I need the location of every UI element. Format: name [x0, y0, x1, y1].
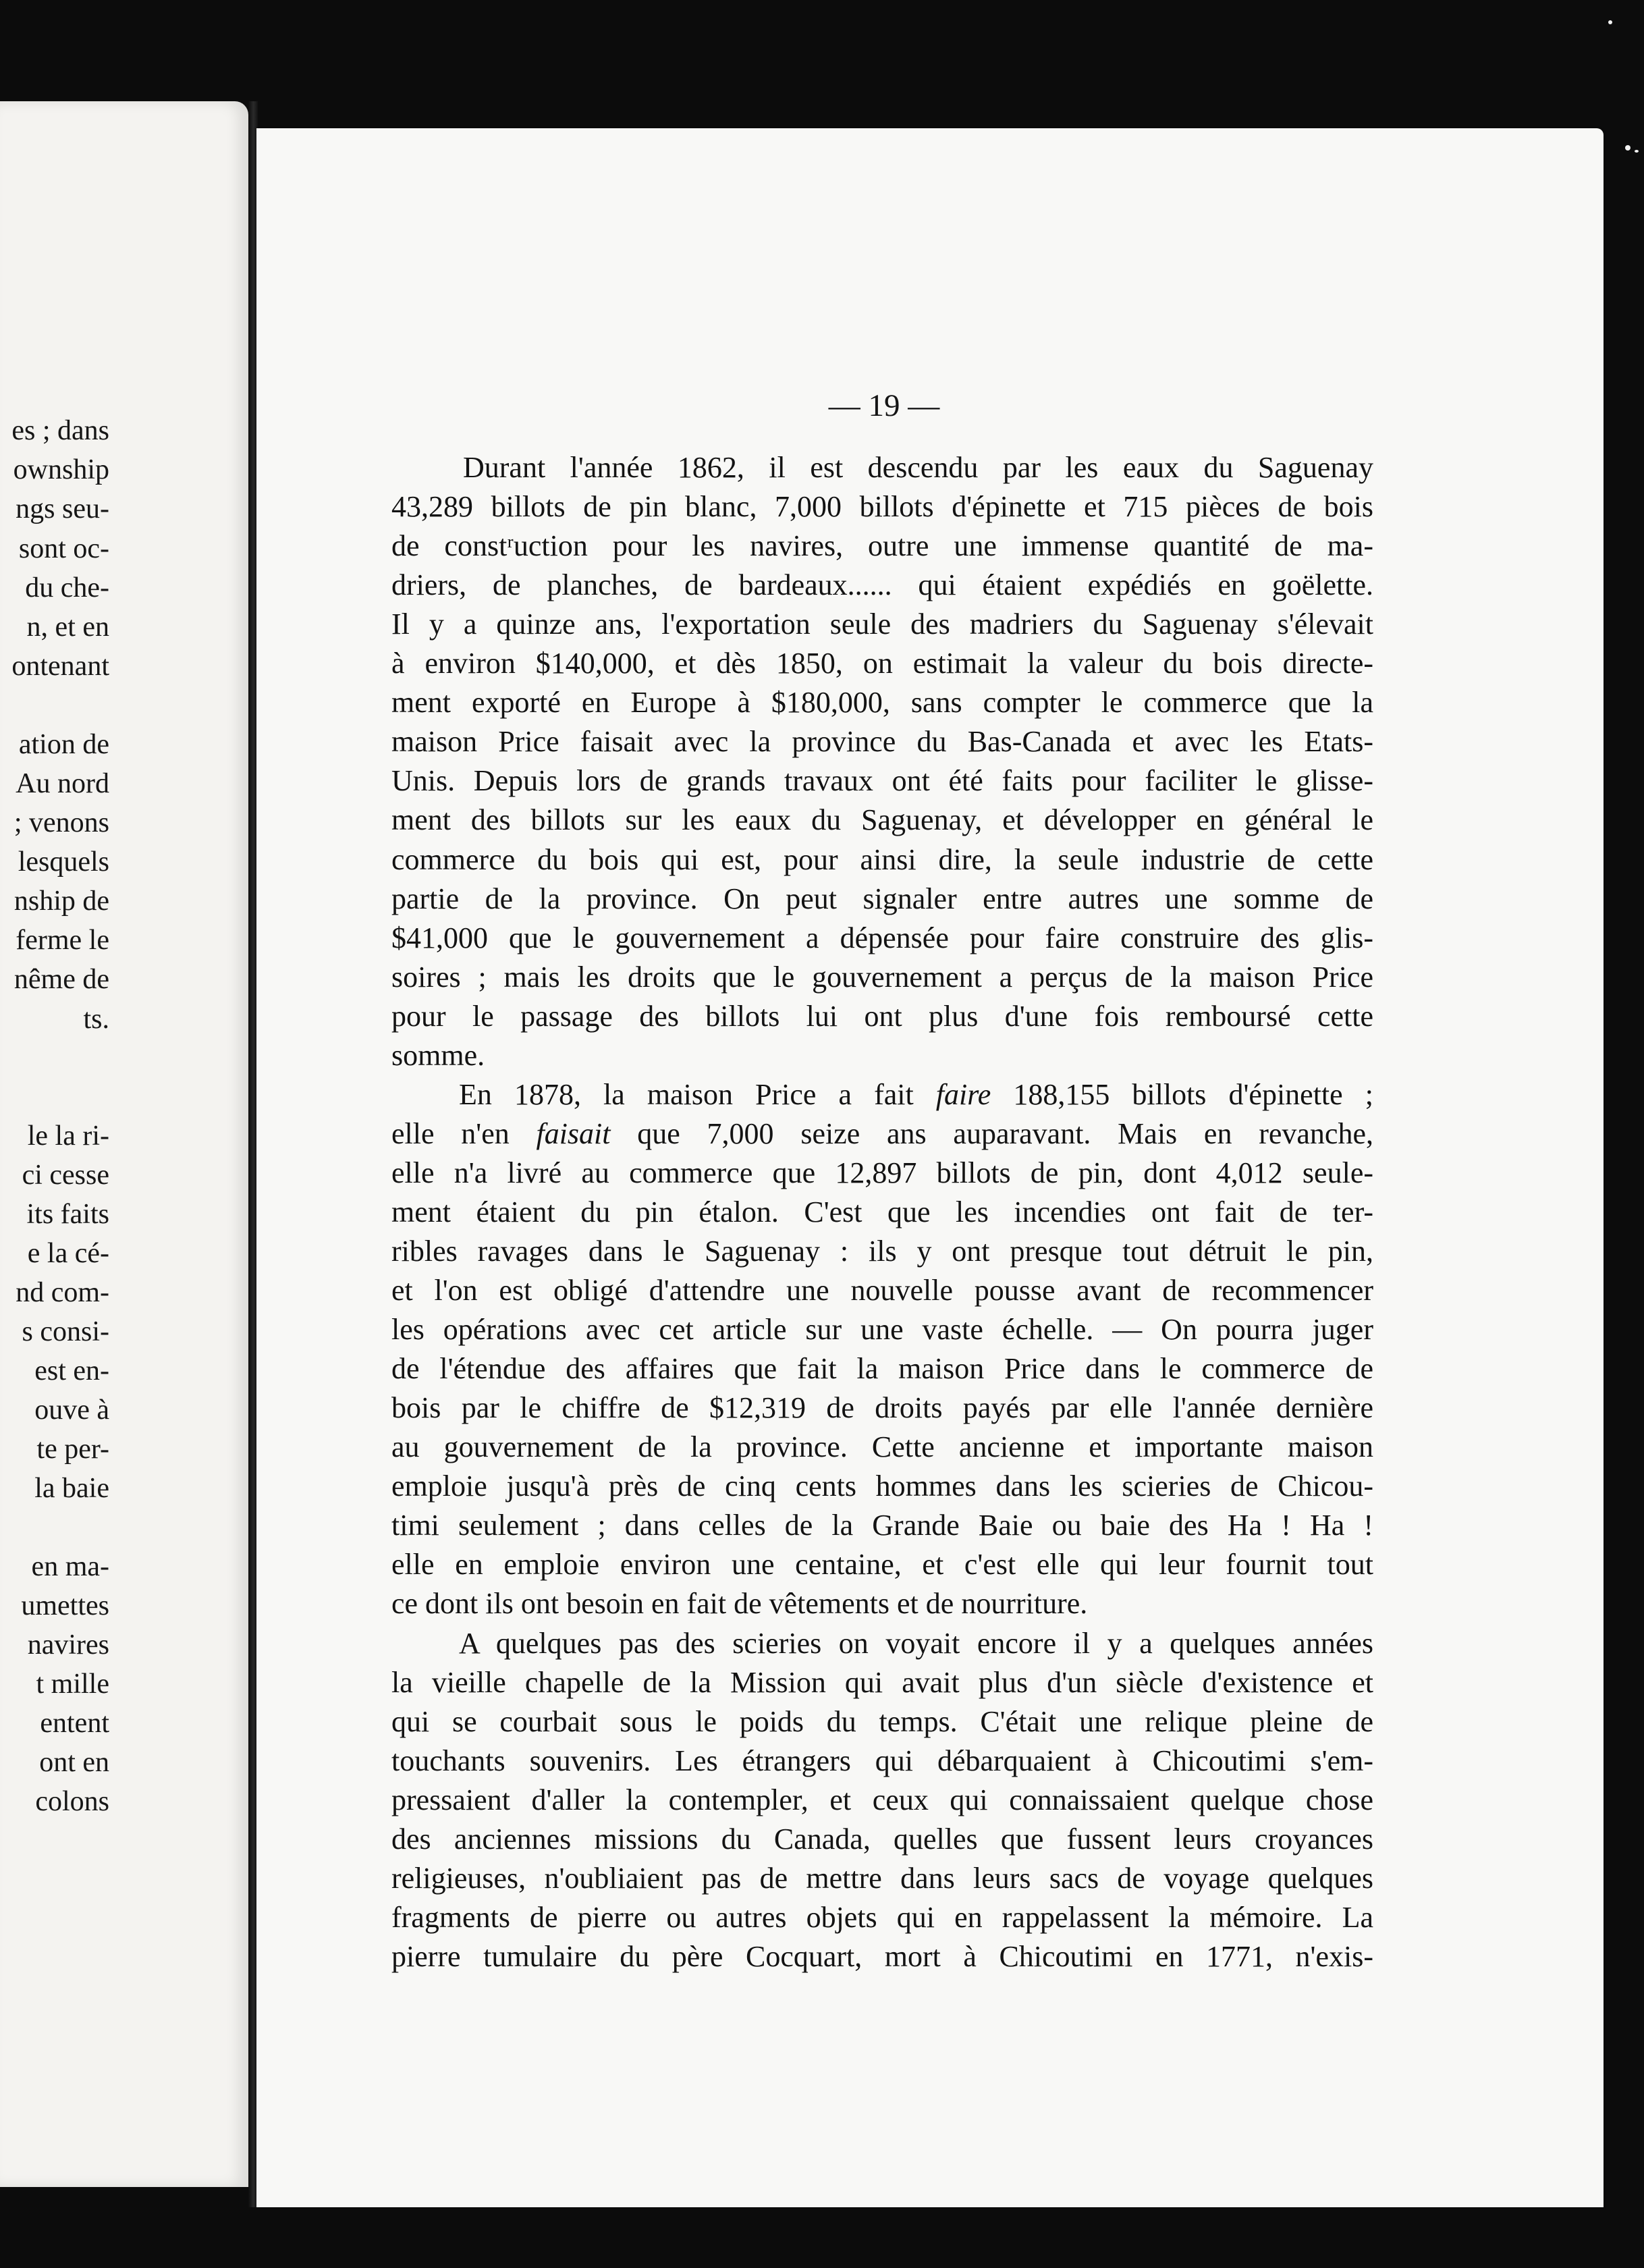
text-line: pour le passage des billots lui ont plus d'une fois remboursé cette — [391, 999, 1373, 1033]
left-page-line: ferme le — [16, 925, 109, 956]
left-page-line: ownship — [13, 454, 109, 485]
text-line: Il y a quinze ans, l'exportation seule des madriers du Saguenay s'élevait — [391, 608, 1373, 641]
scan-speck — [1608, 20, 1612, 24]
emphasis: faire — [935, 1077, 991, 1111]
text-line: maison Price faisait avec la province du Bas-Canada et avec les Etats- — [391, 725, 1373, 759]
text-line: elle n'a livré au commerce que 12,897 billots de pin, dont 4,012 seule- — [391, 1156, 1373, 1189]
left-page-line: entent — [40, 1708, 109, 1739]
left-page-line: ontenant — [11, 651, 109, 682]
text-line: Durant l'année 1862, il est descendu par les eaux du Saguenay — [463, 451, 1373, 484]
left-page-line: nême de — [13, 964, 109, 995]
text-line: partie de la province. On peut signaler entre autres une somme de — [391, 882, 1373, 915]
text-line: des anciennes missions du Canada, quelles que fussent leurs croyances — [391, 1822, 1373, 1856]
text-line: soires ; mais les droits que le gouvernement a perçus de la maison Price — [391, 960, 1373, 994]
left-page-line: te per- — [36, 1434, 109, 1465]
left-page-line: s consi- — [22, 1316, 109, 1347]
left-page-line: its faits — [26, 1199, 109, 1230]
text-line: somme. — [391, 1038, 485, 1072]
left-page-line: ouve à — [34, 1395, 109, 1426]
left-page-line: nship de — [13, 886, 109, 917]
text-line: qui se courbait sous le poids du temps. C'était une relique pleine de — [391, 1704, 1373, 1738]
left-page-line: e la cé- — [27, 1238, 109, 1269]
scan-speck — [1625, 145, 1631, 151]
text-line: ce dont ils ont besoin en fait de vêtements et de nourriture. — [391, 1587, 1088, 1621]
left-page-line: ; venons — [13, 807, 109, 838]
left-page-line: lesquels — [18, 846, 109, 878]
left-page-line: umettes — [21, 1590, 109, 1621]
text-line: pierre tumulaire du père Cocquart, mort à Chicoutimi en 1771, n'exis- — [391, 1939, 1373, 1973]
text-line: En 1878, la maison Price a fait faire 188,155 billots d'épinette ; — [459, 1077, 1373, 1111]
page-number: — 19 — — [828, 388, 940, 423]
text-line: elle en emploie environ une centaine, et c'est elle qui leur fournit tout — [391, 1548, 1373, 1582]
left-page-line: ci cesse — [22, 1160, 109, 1191]
text-line: de constʳuction pour les navires, outre une immense quantité de ma- — [391, 529, 1373, 563]
left-page-line: du che- — [25, 572, 109, 603]
text-line: les opérations avec cet article sur une vaste échelle. — On pourra juger — [391, 1313, 1373, 1347]
scan-speck — [1635, 150, 1639, 153]
left-page-line: le la ri- — [27, 1120, 109, 1152]
left-page-line: ation de — [18, 729, 109, 760]
left-page-line: n, et en — [26, 612, 109, 643]
text-line: de l'étendue des affaires que fait la maison Price dans le commerce de — [391, 1352, 1373, 1386]
left-page-line: navires — [27, 1629, 109, 1660]
text-line: emploie jusqu'à près de cinq cents hommes dans les scieries de Chicou- — [391, 1469, 1373, 1503]
left-page-line: est en- — [34, 1355, 109, 1386]
left-page-line: ngs seu- — [16, 493, 109, 524]
emphasis: faisait — [536, 1116, 611, 1150]
text-line: Unis. Depuis lors de grands travaux ont été faits pour faciliter le glisse- — [391, 764, 1373, 798]
left-page-line: la baie — [34, 1473, 109, 1504]
left-page-line: nd com- — [16, 1277, 109, 1308]
text-line: driers, de planches, de bardeaux...... qui étaient expédiés en goëlette. — [391, 568, 1373, 602]
text-line: ment exporté en Europe à $180,000, sans compter le commerce que la — [391, 686, 1373, 720]
text-line: touchants souvenirs. Les étrangers qui débarquaient à Chicoutimi s'em- — [391, 1744, 1373, 1777]
text-line: et l'on est obligé d'attendre une nouvelle pousse avant de recommencer — [391, 1274, 1373, 1307]
left-page-line: ts. — [83, 1004, 109, 1035]
text-line: la vieille chapelle de la Mission qui avait plus d'un siècle d'existence et — [391, 1665, 1373, 1699]
left-page-line: Au nord — [16, 768, 109, 799]
text-line: bois par le chiffre de $12,319 de droits payés par elle l'année dernière — [391, 1391, 1373, 1425]
left-page-line: ont en — [39, 1747, 109, 1778]
text-line: à environ $140,000, et dès 1850, on estimait la valeur du bois directe- — [391, 647, 1373, 680]
text-line: commerce du bois qui est, pour ainsi dire, la seule industrie de cette — [391, 842, 1373, 876]
text-line: A quelques pas des scieries on voyait encore il y a quelques années — [459, 1626, 1373, 1660]
left-page-line: t mille — [36, 1669, 109, 1700]
text-line: au gouvernement de la province. Cette ancienne et importante maison — [391, 1430, 1373, 1464]
text-line: pressaient d'aller la contempler, et ceux qui connaissaient quelque chose — [391, 1783, 1373, 1816]
text-line: ribles ravages dans le Saguenay : ils y ont presque tout détruit le pin, — [391, 1235, 1373, 1268]
text-line: ment étaient du pin étalon. C'est que les incendies ont fait de ter- — [391, 1195, 1373, 1228]
text-line: $41,000 que le gouvernement a dépensée pour faire construire des glis- — [391, 921, 1373, 954]
text-line: 43,289 billots de pin blanc, 7,000 billots d'épinette et 715 pièces de bois — [391, 490, 1373, 524]
left-page-line: sont oc- — [18, 533, 109, 564]
left-page-line: es ; dans — [11, 415, 109, 446]
text-line: religieuses, n'oubliaient pas de mettre dans leurs sacs de voyage quelques — [391, 1861, 1373, 1895]
text-line: fragments de pierre ou autres objets qui en rappelassent la mémoire. La — [391, 1900, 1373, 1934]
text-line: ment des billots sur les eaux du Saguenay, et développer en général le — [391, 803, 1373, 837]
text-line: elle n'en faisait que 7,000 seize ans auparavant. Mais en revanche, — [391, 1116, 1373, 1150]
left-page-line: en ma- — [31, 1551, 109, 1582]
left-page-line: colons — [35, 1786, 109, 1817]
text-line: timi seulement ; dans celles de la Grande Baie ou baie des Ha ! Ha ! — [391, 1509, 1373, 1542]
